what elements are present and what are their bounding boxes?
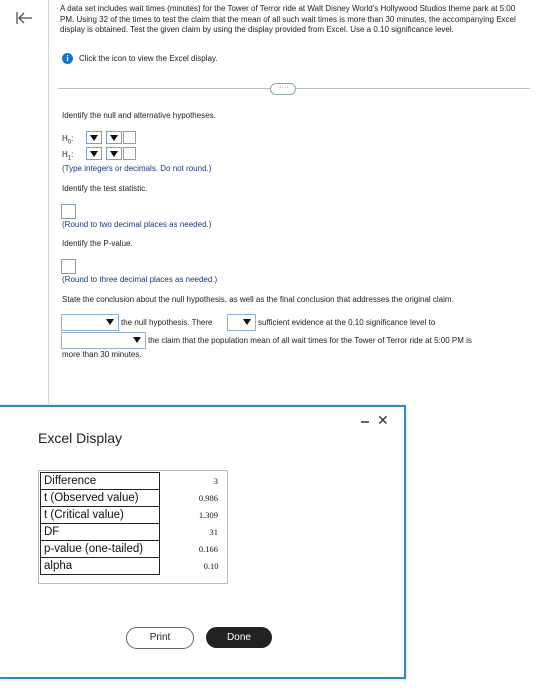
hypotheses-prompt: Identify the null and alternative hypotheses. <box>62 111 216 120</box>
excel-row-value: 0.10 <box>203 561 219 571</box>
excel-row-label: alpha <box>41 558 160 575</box>
excel-row-label: t (Observed value) <box>41 490 160 507</box>
claim-action-dropdown[interactable] <box>61 332 146 349</box>
excel-row-value: 3 <box>213 476 218 486</box>
h0-parameter-dropdown[interactable] <box>86 131 102 144</box>
h1-operator-dropdown[interactable] <box>106 147 122 160</box>
h1-label: $H_1$: <box>62 150 74 162</box>
excel-row <box>41 524 222 541</box>
hypotheses-hint: (Type integers or decimals. Do not round.) <box>62 164 212 173</box>
pvalue-prompt: Identify the P-value. <box>62 239 133 248</box>
done-button[interactable]: Done <box>206 627 272 648</box>
problem-statement: A data set includes wait times (minutes) for the Tower of Terror ride at Walt Disney World's Hollywood Studios theme park at 5:00 PM. Using 32 of the times to test the claim that the mean of all such wait times is more than 30 minutes, the accompanying Excel display is obtained. Test the given claim by using the display provided from Excel. Use a 0.10 significance level. <box>60 4 516 34</box>
excel-row <box>41 490 222 507</box>
evidence-dropdown[interactable] <box>227 314 256 331</box>
conclusion-prompt: State the conclusion about the null hypothesis, as well as the final conclusion that addresses the original claim. <box>62 295 454 304</box>
left-divider <box>48 0 49 404</box>
close-icon[interactable]: ✕ <box>377 412 389 428</box>
conclusion-text-4: more than 30 minutes. <box>62 350 142 359</box>
test-statistic-hint: (Round to two decimal places as needed.) <box>62 220 212 229</box>
conclusion-text-3: the claim that the population mean of all wait times for the Tower of Terror ride at 5:00 PM is <box>148 336 472 345</box>
info-link-text: Click the icon to view the Excel display. <box>79 54 218 63</box>
excel-row-label: t (Critical value) <box>41 507 160 524</box>
excel-row-value: 0.166 <box>198 544 218 554</box>
excel-row <box>41 558 222 575</box>
excel-info-row <box>62 53 218 64</box>
print-button[interactable]: Print <box>126 627 194 649</box>
more-button[interactable]: ····· <box>270 83 296 95</box>
excel-row-label: Difference <box>41 473 160 490</box>
pvalue-hint: (Round to three decimal places as needed.) <box>62 275 218 284</box>
back-arrow-icon[interactable] <box>10 4 38 32</box>
test-statistic-input[interactable] <box>61 204 76 219</box>
minimize-icon[interactable] <box>360 417 370 427</box>
h1-value-input[interactable] <box>123 147 136 160</box>
excel-row-value: 31 <box>209 527 218 537</box>
pvalue-input[interactable] <box>61 259 76 274</box>
h0-label: $H_0$: <box>62 134 74 146</box>
h0-operator-dropdown[interactable] <box>106 131 122 144</box>
excel-table <box>40 472 222 575</box>
excel-row <box>41 541 222 558</box>
info-icon[interactable]: i <box>62 53 73 64</box>
excel-row <box>41 473 222 490</box>
excel-row-label: DF <box>41 524 160 541</box>
excel-row-label: p-value (one-tailed) <box>41 541 160 558</box>
h1-parameter-dropdown[interactable] <box>86 147 102 160</box>
modal-title: Excel Display <box>38 430 123 446</box>
excel-display-modal <box>0 405 406 679</box>
excel-row-value: 1.309 <box>198 510 218 520</box>
h0-value-input[interactable] <box>123 131 136 144</box>
excel-row <box>41 507 222 524</box>
test-statistic-prompt: Identify the test statistic. <box>62 184 148 193</box>
reject-decision-dropdown[interactable] <box>61 314 119 331</box>
conclusion-text-1: the null hypothesis. There <box>121 318 213 327</box>
conclusion-text-2: sufficient evidence at the 0.10 significance level to <box>258 318 436 327</box>
excel-row-value: 0.986 <box>198 493 218 503</box>
